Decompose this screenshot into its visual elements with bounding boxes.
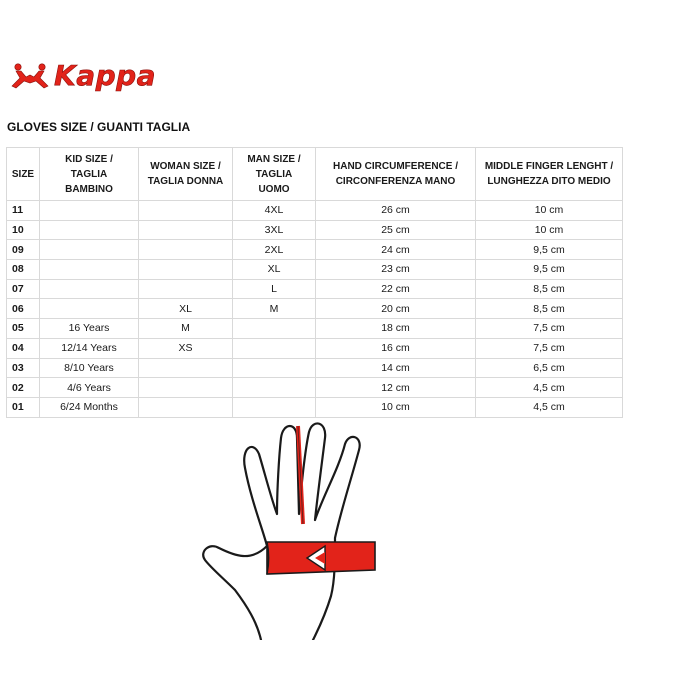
header-line: CIRCONFERENZA MANO [335, 176, 456, 187]
woman-size-cell [139, 240, 233, 260]
kid-size-cell: 8/10 Years [40, 358, 139, 378]
kid-size-cell: 6/24 Months [40, 397, 139, 417]
middle-finger-cell: 8,5 cm [476, 299, 623, 319]
kid-size-cell [40, 260, 139, 280]
kappa-logo [6, 58, 186, 94]
woman-size-cell: XL [139, 299, 233, 319]
header-line: TAGLIA [255, 168, 293, 180]
header-line: WOMAN SIZE / [150, 161, 221, 172]
size-cell: 04 [7, 338, 40, 358]
size-cell: 11 [7, 201, 40, 221]
kid-size-cell: 12/14 Years [40, 338, 139, 358]
man-size-cell: M [233, 299, 316, 319]
man-size-cell: L [233, 279, 316, 299]
table-row [7, 299, 623, 319]
size-cell: 06 [7, 299, 40, 319]
table-row [7, 319, 623, 339]
table-row [7, 240, 623, 260]
woman-size-cell [139, 279, 233, 299]
table-row [7, 358, 623, 378]
size-cell: 07 [7, 279, 40, 299]
hand-circumference-cell: 18 cm [316, 319, 476, 339]
middle-finger-cell: 7,5 cm [476, 319, 623, 339]
table-row [7, 201, 623, 221]
hand-circumference-cell: 26 cm [316, 201, 476, 221]
header-line: MIDDLE FINGER LENGHT / [484, 161, 614, 172]
kid-size-cell [40, 279, 139, 299]
middle-finger-cell: 7,5 cm [476, 338, 623, 358]
header-man-size [233, 148, 316, 201]
man-size-cell: XL [233, 260, 316, 280]
table-header-row [7, 148, 623, 201]
hand-circumference-cell: 10 cm [316, 397, 476, 417]
header-line: TAGLIA [70, 168, 108, 180]
middle-finger-cell: 10 cm [476, 201, 623, 221]
header-size [7, 148, 40, 201]
page-title: GLOVES SIZE / GUANTI TAGLIA [7, 120, 191, 134]
woman-size-cell [139, 201, 233, 221]
hand-circumference-cell: 20 cm [316, 299, 476, 319]
woman-size-cell: M [139, 319, 233, 339]
header-line: SIZE [11, 168, 35, 180]
kid-size-cell [40, 240, 139, 260]
kid-size-cell: 16 Years [40, 319, 139, 339]
hand-circumference-cell: 16 cm [316, 338, 476, 358]
kid-size-cell [40, 220, 139, 240]
middle-finger-cell: 8,5 cm [476, 279, 623, 299]
size-table [6, 147, 623, 418]
man-size-cell: 4XL [233, 201, 316, 221]
hand-circumference-cell: 22 cm [316, 279, 476, 299]
header-line: MAN SIZE / [247, 153, 301, 165]
man-size-cell [233, 378, 316, 398]
middle-finger-cell: 6,5 cm [476, 358, 623, 378]
table-row [7, 378, 623, 398]
header-woman-size [139, 148, 233, 201]
woman-size-cell [139, 378, 233, 398]
hand-circumference-cell: 25 cm [316, 220, 476, 240]
middle-finger-cell: 9,5 cm [476, 240, 623, 260]
kid-size-cell: 4/6 Years [40, 378, 139, 398]
hand-circumference-cell: 23 cm [316, 260, 476, 280]
kappa-logo-text: Kappa [54, 59, 157, 92]
man-size-cell [233, 338, 316, 358]
header-hand-circumference [316, 148, 476, 201]
table-row [7, 338, 623, 358]
header-line: TAGLIA DONNA [147, 176, 224, 187]
header-kid-size [40, 148, 139, 201]
man-size-cell: 3XL [233, 220, 316, 240]
header-line: KID SIZE / [65, 153, 113, 165]
header-line: LUNGHEZZA DITO MEDIO [487, 176, 611, 187]
middle-finger-cell: 4,5 cm [476, 378, 623, 398]
man-size-cell: 2XL [233, 240, 316, 260]
table-body [7, 201, 623, 418]
header-line: UOMO [258, 183, 290, 195]
size-cell: 05 [7, 319, 40, 339]
man-size-cell [233, 319, 316, 339]
hand-circumference-cell: 24 cm [316, 240, 476, 260]
header-line: HAND CIRCUMFERENCE / [333, 161, 458, 172]
hand-circumference-cell: 14 cm [316, 358, 476, 378]
middle-finger-cell: 4,5 cm [476, 397, 623, 417]
size-cell: 01 [7, 397, 40, 417]
middle-finger-cell: 10 cm [476, 220, 623, 240]
size-cell: 09 [7, 240, 40, 260]
hand-measurement-icon [195, 410, 395, 640]
woman-size-cell [139, 358, 233, 378]
header-line: BAMBINO [65, 183, 113, 195]
size-cell: 02 [7, 378, 40, 398]
man-size-cell [233, 358, 316, 378]
table-row [7, 279, 623, 299]
hand-circumference-cell: 12 cm [316, 378, 476, 398]
middle-finger-cell: 9,5 cm [476, 260, 623, 280]
size-cell: 10 [7, 220, 40, 240]
header-middle-finger-length [476, 148, 623, 201]
woman-size-cell: XS [139, 338, 233, 358]
woman-size-cell [139, 220, 233, 240]
size-cell: 03 [7, 358, 40, 378]
table-row [7, 260, 623, 280]
kid-size-cell [40, 201, 139, 221]
kappa-omini-logo-icon [6, 62, 54, 90]
size-cell: 08 [7, 260, 40, 280]
table-row [7, 220, 623, 240]
woman-size-cell [139, 260, 233, 280]
kid-size-cell [40, 299, 139, 319]
